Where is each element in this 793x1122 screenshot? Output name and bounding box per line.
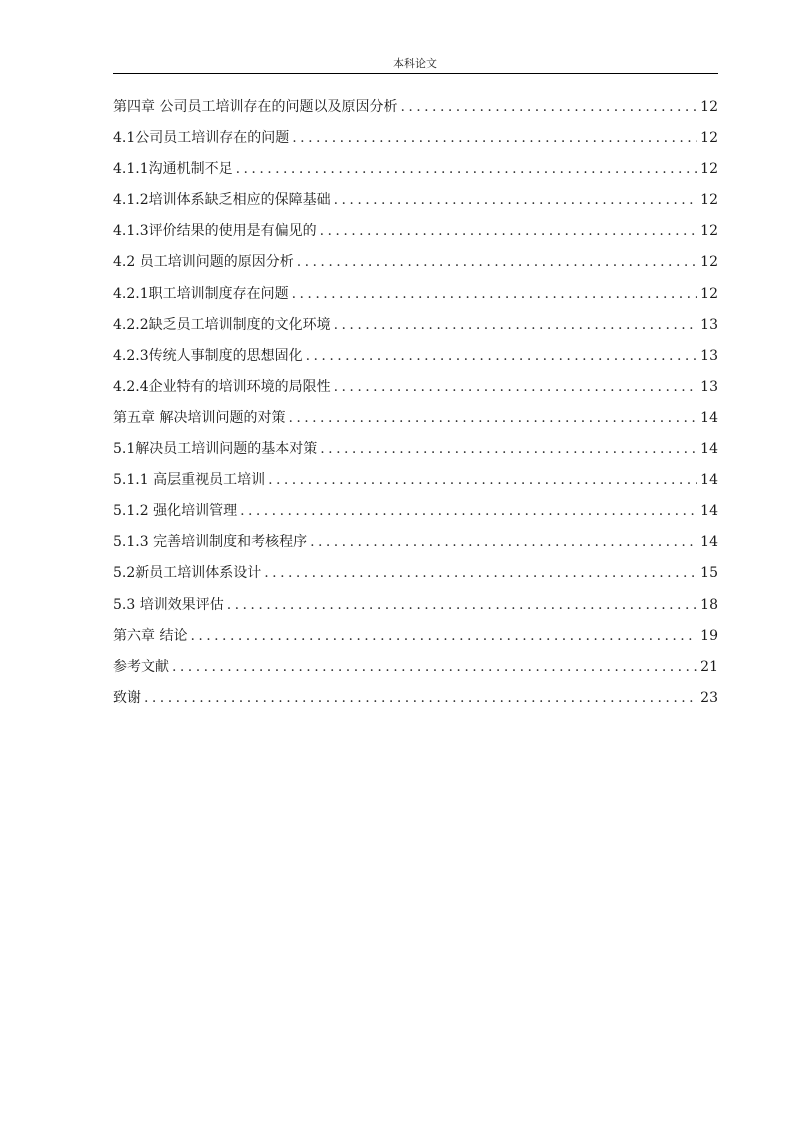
toc-entry[interactable] <box>113 653 718 684</box>
header-rule <box>113 73 718 74</box>
toc-dot-leader <box>320 435 697 463</box>
toc-dot-leader <box>172 653 697 681</box>
toc-entry[interactable] <box>113 591 718 622</box>
toc-entry-title: 5.1.1 高层重视员工培训 <box>113 472 266 489</box>
toc-entry[interactable] <box>113 217 718 248</box>
toc-dot-leader <box>297 248 697 276</box>
toc-entry[interactable] <box>113 559 718 590</box>
table-of-contents <box>113 93 718 715</box>
toc-entry[interactable] <box>113 342 718 373</box>
toc-dot-leader <box>236 155 698 183</box>
toc-dot-leader <box>292 280 698 308</box>
toc-entry[interactable] <box>113 373 718 404</box>
toc-entry-title: 5.3 培训效果评估 <box>113 596 224 613</box>
toc-entry-page: 14 <box>700 534 718 551</box>
toc-dot-leader <box>288 404 697 432</box>
page-header: 本科论文 <box>393 57 437 70</box>
toc-entry-page: 19 <box>700 627 718 644</box>
toc-dot-leader <box>320 217 698 245</box>
toc-entry-page: 12 <box>700 285 718 302</box>
toc-entry-title: 4.1.2培训体系缺乏相应的保障基础 <box>113 192 331 209</box>
toc-entry[interactable] <box>113 528 718 559</box>
toc-dot-leader <box>264 559 697 587</box>
toc-dot-leader <box>268 466 697 494</box>
toc-entry-page: 15 <box>700 565 718 582</box>
toc-dot-leader <box>334 311 698 339</box>
toc-entry-title: 5.1.2 强化培训管理 <box>113 503 238 520</box>
toc-dot-leader <box>310 528 697 556</box>
toc-entry-title: 参考文献 <box>113 658 169 675</box>
toc-entry-page: 18 <box>700 596 718 613</box>
toc-entry-page: 21 <box>700 658 718 675</box>
toc-entry-page: 12 <box>700 254 718 271</box>
toc-entry-page: 12 <box>700 161 718 178</box>
toc-entry-page: 12 <box>700 223 718 240</box>
toc-entry[interactable] <box>113 155 718 186</box>
toc-entry-title: 5.2新员工培训体系设计 <box>113 565 262 582</box>
toc-entry[interactable] <box>113 466 718 497</box>
toc-entry-title: 4.1公司员工培训存在的问题 <box>113 130 290 147</box>
toc-entry-page: 14 <box>700 409 718 426</box>
toc-entry-page: 12 <box>700 130 718 147</box>
toc-entry-title: 第四章 公司员工培训存在的问题以及原因分析 <box>113 99 398 115</box>
toc-entry-title: 第五章 解决培训问题的对策 <box>113 409 286 426</box>
toc-entry[interactable] <box>113 124 718 155</box>
toc-entry[interactable] <box>113 311 718 342</box>
toc-dot-leader <box>292 124 697 152</box>
toc-entry[interactable] <box>113 404 718 435</box>
toc-dot-leader <box>334 186 698 214</box>
toc-entry-page: 14 <box>700 472 718 489</box>
toc-dot-leader <box>227 591 697 619</box>
toc-entry-title: 第六章 结论 <box>113 627 188 644</box>
toc-entry-title: 5.1解决员工培训问题的基本对策 <box>113 441 318 458</box>
toc-entry[interactable] <box>113 93 718 124</box>
toc-entry-title: 4.2.3传统人事制度的思想固化 <box>113 347 303 364</box>
toc-dot-leader <box>190 622 697 650</box>
toc-entry-page: 14 <box>700 503 718 520</box>
toc-entry-title: 致谢 <box>113 689 141 706</box>
toc-entry[interactable] <box>113 684 718 715</box>
toc-entry-title: 4.2.2缺乏员工培训制度的文化环境 <box>113 316 331 333</box>
toc-entry[interactable] <box>113 248 718 279</box>
toc-entry-title: 4.1.3评价结果的使用是有偏见的 <box>113 223 317 240</box>
toc-entry[interactable] <box>113 186 718 217</box>
toc-entry-title: 5.1.3 完善培训制度和考核程序 <box>113 534 308 551</box>
toc-entry-page: 12 <box>700 99 718 115</box>
toc-dot-leader <box>306 342 698 370</box>
toc-dot-leader <box>400 93 697 121</box>
toc-entry-page: 23 <box>700 689 718 706</box>
toc-entry-page: 13 <box>700 347 718 364</box>
toc-entry[interactable] <box>113 435 718 466</box>
toc-dot-leader <box>334 373 698 401</box>
toc-entry[interactable] <box>113 280 718 311</box>
toc-dot-leader <box>240 497 697 525</box>
toc-entry-page: 12 <box>700 192 718 209</box>
toc-entry-title: 4.2 员工培训问题的原因分析 <box>113 254 294 271</box>
toc-entry-page: 13 <box>700 378 718 395</box>
toc-dot-leader <box>144 684 697 712</box>
toc-entry-title: 4.2.4企业特有的培训环境的局限性 <box>113 378 331 395</box>
toc-entry[interactable] <box>113 622 718 653</box>
toc-entry-page: 14 <box>700 441 718 458</box>
toc-entry[interactable] <box>113 497 718 528</box>
toc-entry-title: 4.1.1沟通机制不足 <box>113 161 233 178</box>
toc-entry-page: 13 <box>700 316 718 333</box>
toc-entry-title: 4.2.1职工培训制度存在问题 <box>113 285 289 302</box>
